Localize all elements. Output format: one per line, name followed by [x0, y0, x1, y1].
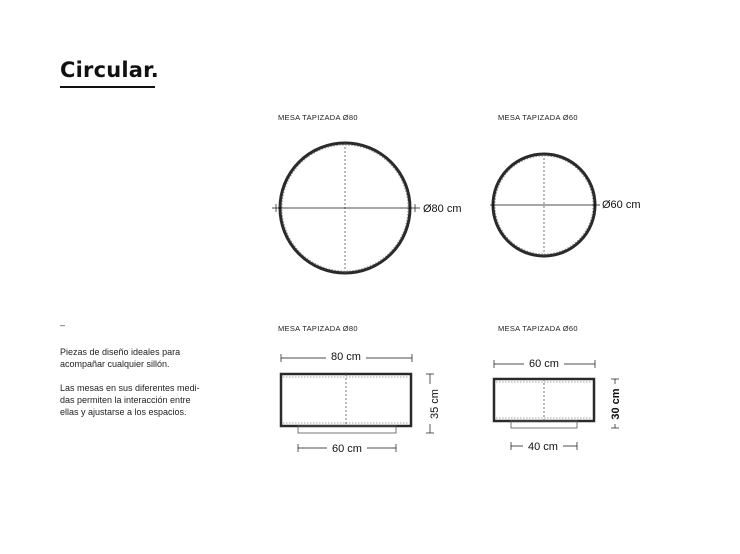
table-80-side-view — [281, 350, 441, 455]
page-title: Circular. — [60, 58, 159, 82]
table-80-diameter-label: Ø80 cm — [423, 203, 462, 215]
table-60-height-label: 30 cm — [610, 388, 622, 420]
sidebar-dash: – — [60, 320, 66, 330]
table-60-base-label: 40 cm — [528, 441, 558, 453]
table-80-top-view — [272, 143, 462, 273]
table-60-width-label: 60 cm — [529, 358, 559, 370]
table-60-diameter-label: Ø60 cm — [602, 199, 641, 211]
table-80-width-label: 80 cm — [331, 351, 361, 363]
table-60-side-view — [494, 357, 623, 453]
table-60-top-view — [490, 154, 641, 256]
table-80-base-label: 60 cm — [332, 443, 362, 455]
caption-top-right: MESA TAPIZADA Ø60 — [498, 113, 578, 122]
description-paragraph-1: Piezas de diseño ideales para acompañar cualquier sillón. — [60, 347, 181, 369]
caption-bottom-left: MESA TAPIZADA Ø80 — [278, 324, 358, 333]
caption-top-left: MESA TAPIZADA Ø80 — [278, 113, 358, 122]
description-paragraph-2: Las mesas en sus diferentes medi-das permiten la interacción entre ellas y ajustarse a los espacios. — [60, 383, 200, 417]
table-80-height-label: 35 cm — [429, 389, 441, 419]
caption-bottom-right: MESA TAPIZADA Ø60 — [498, 324, 578, 333]
